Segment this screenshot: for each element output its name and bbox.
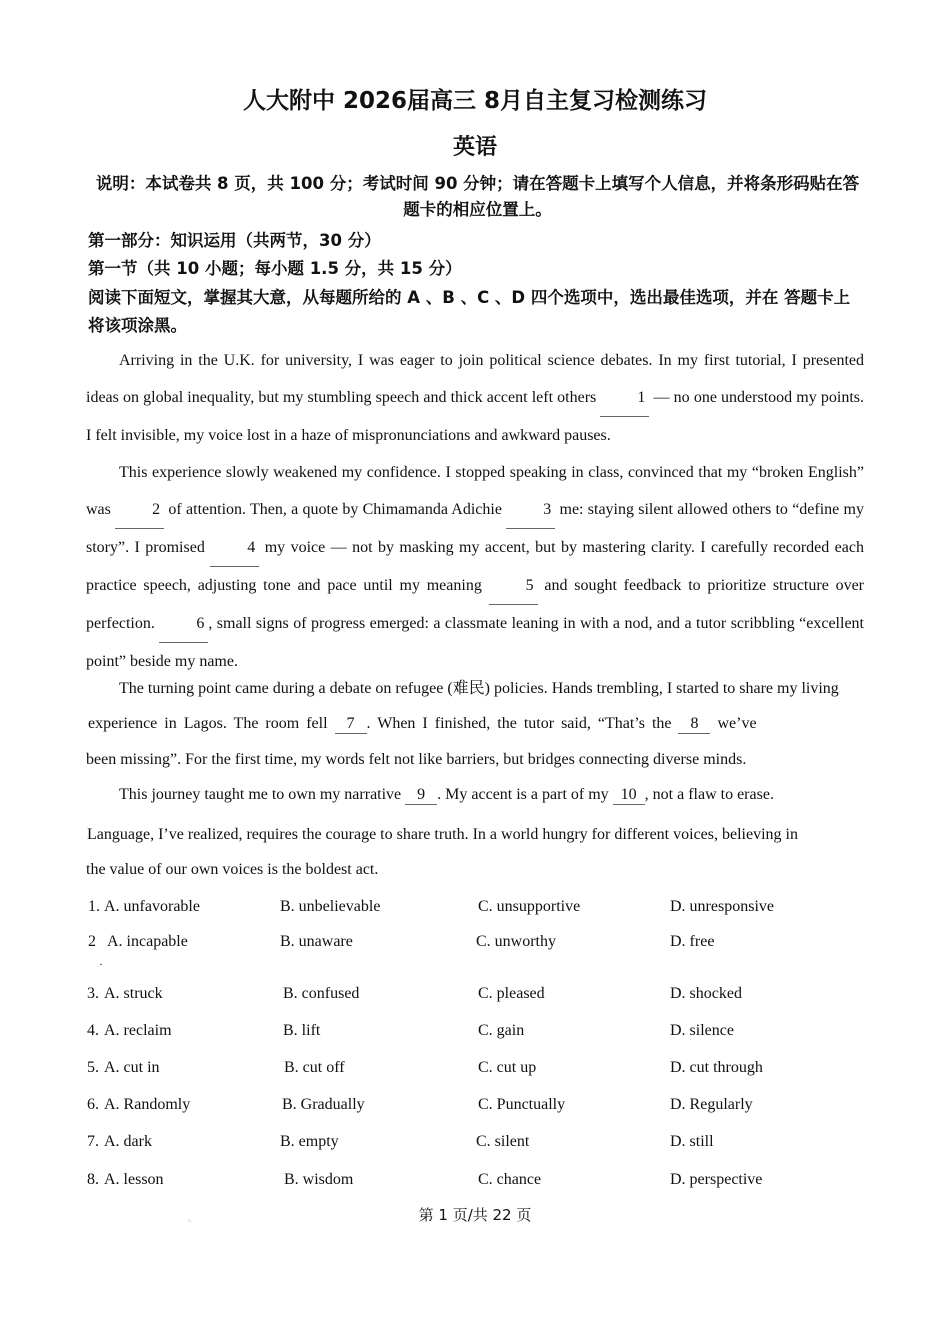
blank-8: 8 (678, 715, 710, 734)
option-d[interactable]: D. cut through (670, 1059, 763, 1076)
passage-paragraph-3-line-3: been missing”. For the first time, my words felt not like barriers, but bridges connecting diverse minds. (86, 751, 747, 768)
blank-7: 7 (335, 715, 367, 734)
option-b[interactable]: B. Gradually (282, 1096, 365, 1113)
option-a[interactable]: A. cut in (104, 1059, 160, 1076)
option-a[interactable]: A. reclaim (104, 1022, 172, 1039)
option-b[interactable]: B. cut off (284, 1059, 345, 1076)
exam-instructions: 说明：本试卷共 8 页，共 100 分；考试时间 90 分钟；请在答题卡上填写个人信息，并将条形码贴在答题卡的相应位置上。 (95, 174, 860, 219)
option-c[interactable]: C. gain (478, 1022, 525, 1039)
option-b[interactable]: B. unaware (280, 933, 353, 950)
option-a[interactable]: A. incapable (107, 933, 188, 950)
blank-2: 2 (115, 491, 164, 529)
option-c[interactable]: C. pleased (478, 985, 545, 1002)
blank-4: 4 (210, 529, 259, 567)
question-number: 3. (87, 985, 99, 1002)
blank-10: 10 (613, 786, 645, 805)
blank-3: 3 (506, 491, 555, 529)
option-b[interactable]: B. lift (283, 1022, 321, 1039)
passage-paragraph-4-line-2: Language, I’ve realized, requires the courage to share truth. In a world hungry for different voices, believing in (87, 826, 798, 843)
blank-6: 6 (159, 605, 208, 643)
option-d[interactable]: D. silence (670, 1022, 734, 1039)
blank-9: 9 (405, 786, 437, 805)
passage-text: , small signs of progress emerged: a classmate leaning in with a nod, and a tutor scribbling “excellent point” beside my name. (86, 615, 864, 670)
option-c[interactable]: C. Punctually (478, 1096, 566, 1113)
option-d[interactable]: D. unresponsive (670, 898, 774, 915)
question-number: 2 (88, 933, 96, 950)
option-c[interactable]: C. silent (476, 1133, 530, 1150)
passage-paragraph-3-line-2: experience in Lagos. The room fell 7 . When I finished, the tutor said, “That’s the 8 we’ve (88, 715, 757, 732)
stray-mark: 。 (188, 1214, 196, 1223)
option-d[interactable]: D. shocked (670, 985, 742, 1002)
question-number: 8. (87, 1171, 99, 1188)
question-number: 5. (87, 1059, 99, 1076)
option-c[interactable]: C. cut up (478, 1059, 537, 1076)
passage-paragraph-4-line-3: the value of our own voices is the boldest act. (86, 861, 379, 878)
option-b[interactable]: B. wisdom (284, 1171, 354, 1188)
passage-text: my voice — not by masking my accent, but by mastering clarity. I carefully recorded each practice speech, adjusting tone and pace until my meaning (86, 539, 864, 594)
option-d[interactable]: D. still (670, 1133, 714, 1150)
option-a[interactable]: A. unfavorable (104, 898, 200, 915)
passage-paragraph-4-line-1: This journey taught me to own my narrative 9 . My accent is a part of my 10 , not a flaw to erase. (119, 786, 774, 803)
option-a[interactable]: A. Randomly (104, 1096, 191, 1113)
option-c[interactable]: C. chance (478, 1171, 542, 1188)
blank-5: 5 (489, 567, 538, 605)
question-number: 1. (88, 898, 100, 915)
passage-text: me: staying silent allowed others to “define my story”. I promised (86, 501, 865, 556)
option-d[interactable]: D. free (670, 933, 715, 950)
option-d[interactable]: D. perspective (670, 1171, 763, 1188)
passage-paragraph-1 (86, 342, 864, 454)
passage-paragraph-3-line-1: The turning point came during a debate on refugee (难民) policies. Hands trembling, I started to share my living (119, 680, 839, 697)
subject-title: 英语 (452, 135, 497, 160)
option-b[interactable]: B. empty (280, 1133, 339, 1150)
passage-paragraph-2 (86, 454, 864, 680)
page-footer: 第 1 页/共 22 页 (418, 1206, 532, 1224)
option-d[interactable]: D. Regularly (670, 1096, 753, 1113)
question-number: 7. (87, 1133, 99, 1150)
passage-text: of attention. Then, a quote by Chimamanda Adichie (164, 501, 507, 518)
option-b[interactable]: B. confused (283, 985, 360, 1002)
passage-text: and sought feedback to prioritize structure over perfection. (86, 577, 864, 632)
question-number: 4. (87, 1022, 99, 1039)
section-heading: 第一节（共 10 小题；每小题 1.5 分，共 15 分） (88, 259, 462, 278)
section-instruction: 阅读下面短文，掌握其大意，从每题所给的 A 、B 、C 、D 四个选项中，选出最佳选项，并在 答题卡上将该项涂黑。 (88, 288, 851, 335)
passage-text: This experience slowly weakened my confidence. I stopped speaking in class, convinced that my “broken English” was (86, 464, 864, 518)
option-a[interactable]: A. dark (104, 1133, 152, 1150)
option-c[interactable]: C. unworthy (476, 933, 556, 950)
option-b[interactable]: B. unbelievable (280, 898, 381, 915)
stray-dot-mark: · (99, 957, 103, 971)
option-c[interactable]: C. unsupportive (478, 898, 581, 915)
passage-text: — no one understood my points. I felt invisible, my voice lost in a haze of mispronunciations and awkward pauses. (86, 389, 865, 444)
part-heading: 第一部分：知识运用（共两节，30 分） (88, 231, 381, 250)
option-a[interactable]: A. struck (104, 985, 163, 1002)
question-number: 6. (87, 1096, 99, 1113)
option-a[interactable]: A. lesson (104, 1171, 164, 1188)
blank-1: 1 (600, 379, 649, 417)
exam-title: 人大附中 2026届高三 8月自主复习检测练习 (242, 88, 708, 114)
passage-text: Arriving in the U.K. for university, I was eager to join political science debates. In my first tutorial, I presented ideas on global inequality, but my stumbling speech and thick accent left others (86, 352, 864, 406)
